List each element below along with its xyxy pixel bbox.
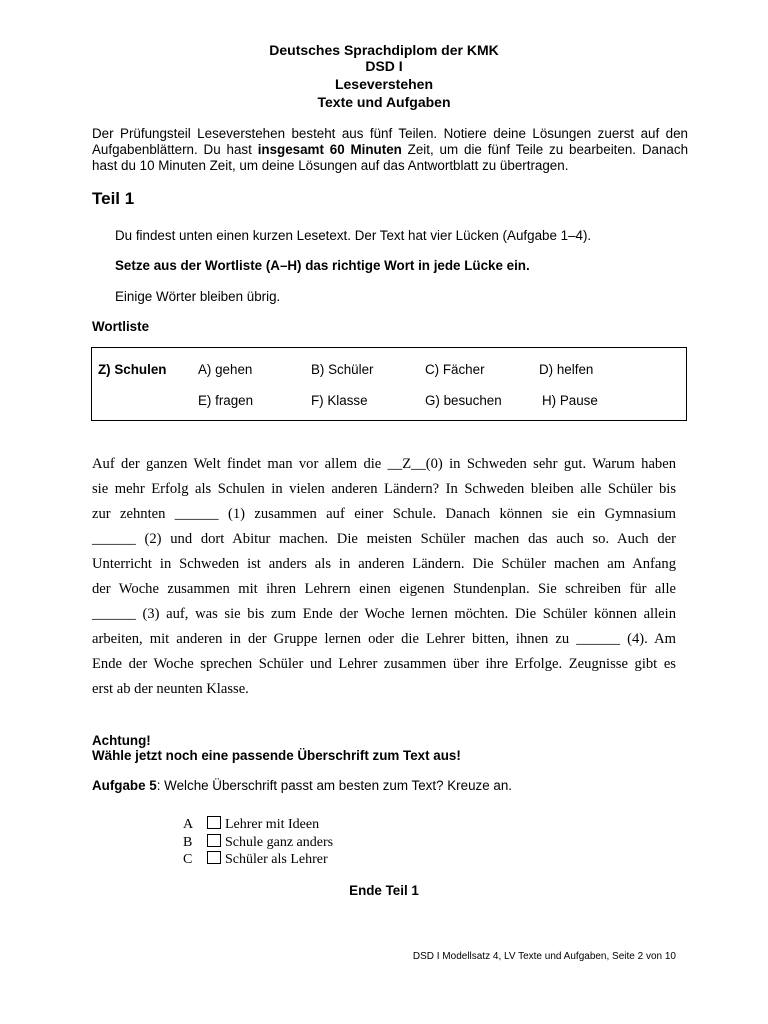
option-letter: A (183, 817, 194, 832)
option-c (183, 851, 328, 868)
intro-text-end: Zeit, um die fünf Teile zu bearbeiten. Danach hast du 10 Minuten Zeit, um deine Lösungen auf das Antwortblatt zu übertragen. (92, 142, 689, 173)
wordlist-item-f: F) Klasse (311, 393, 368, 408)
end-label: Ende Teil 1 (349, 883, 419, 898)
wordlist-item-b: B) Schüler (311, 362, 374, 377)
wordlist-item-c: C) Fächer (425, 362, 485, 377)
section-title: Teil 1 (92, 189, 135, 208)
option-a (183, 816, 319, 833)
attention-instruction: Wähle jetzt noch eine passende Überschrift zum Text aus! (92, 748, 461, 763)
task5-text: : Welche Überschrift passt am besten zum Text? Kreuze an. (156, 778, 512, 793)
instruction-line-1: Du findest unten einen kurzen Lesetext. Der Text hat vier Lücken (Aufgabe 1–4). (115, 228, 592, 243)
wordlist-box (91, 347, 687, 421)
header-title: Deutsches Sprachdiplom der KMK (269, 42, 499, 58)
wordlist-example: Z) Schulen (98, 362, 167, 377)
instruction-line-3: Einige Wörter bleiben übrig. (115, 289, 281, 304)
checkbox-b[interactable] (207, 834, 221, 847)
intro-paragraph (92, 126, 688, 174)
wordlist-item-h: H) Pause (542, 393, 598, 408)
checkbox-a[interactable] (207, 816, 221, 829)
wordlist-item-d: D) helfen (539, 362, 594, 377)
text-line: ______ (2) und dort Abitur machen. Die meisten Schüler machen das auch so. Auch der (92, 531, 676, 547)
text-line: erst ab der neunten Klasse. (92, 681, 249, 697)
option-text: Lehrer mit Ideen (225, 817, 320, 832)
text-line: zur zehnten ______ (1) zusammen auf einer Schule. Danach können sie ein Gymnasium (92, 506, 676, 522)
option-text: Schüler als Lehrer (225, 852, 328, 867)
task5-question (92, 778, 512, 793)
option-b (183, 834, 333, 851)
attention-heading: Achtung! (92, 733, 151, 748)
wordlist-item-a: A) gehen (198, 362, 253, 377)
text-line: arbeiten, mit anderen in der Gruppe lernen oder die Lehrer bitten, ihnen zu ______ (4). Am (92, 631, 676, 647)
text-line: Auf der ganzen Welt findet man vor allem die __Z__(0) in Schweden sehr gut. Warum haben (92, 456, 676, 472)
wordlist-title: Wortliste (92, 319, 150, 334)
text-line: ______ (3) auf, was sie bis zum Ende der Woche lernen möchten. Die Schüler können allein (92, 606, 676, 622)
option-letter: B (183, 835, 193, 850)
text-line: Ende der Woche sprechen Schüler und Lehrer zusammen über ihre Erfolge. Zeugnisse gibt es (92, 656, 676, 672)
header-subtitle: Texte und Aufgaben (317, 94, 451, 110)
task5-label: Aufgabe 5 (92, 778, 157, 793)
text-line: Unterricht in Schweden ist anders als in anderen Ländern. Die Schüler machen am Anfang (92, 556, 676, 572)
wordlist-item-g: G) besuchen (425, 393, 502, 408)
intro-text-start: Der Prüfungsteil Leseverstehen besteht aus fünf Teilen. Notiere deine Lösungen zuerst auf den Aufgabenblättern. Du hast (92, 126, 688, 157)
option-text: Schule ganz anders (225, 835, 334, 850)
header-subject: Leseverstehen (334, 76, 434, 92)
option-letter: C (183, 852, 193, 867)
text-line: der Woche zusammen mit ihren Lehrern einen eigenen Stundenplan. Sie schreiben für alle (92, 581, 676, 597)
wordlist-item-e: E) fragen (198, 393, 254, 408)
header-level: DSD I (365, 58, 403, 74)
text-line: sie mehr Erfolg als Schulen in vielen anderen Ländern? In Schweden bleiben alle Schüler bis (92, 481, 676, 497)
intro-time-highlight: insgesamt 60 Minuten (257, 142, 402, 157)
page-footer: DSD I Modellsatz 4, LV Texte und Aufgaben, Seite 2 von 10 (412, 951, 676, 962)
checkbox-c[interactable] (207, 851, 221, 864)
instruction-line-2: Setze aus der Wortliste (A–H) das richtige Wort in jede Lücke ein. (115, 258, 530, 273)
